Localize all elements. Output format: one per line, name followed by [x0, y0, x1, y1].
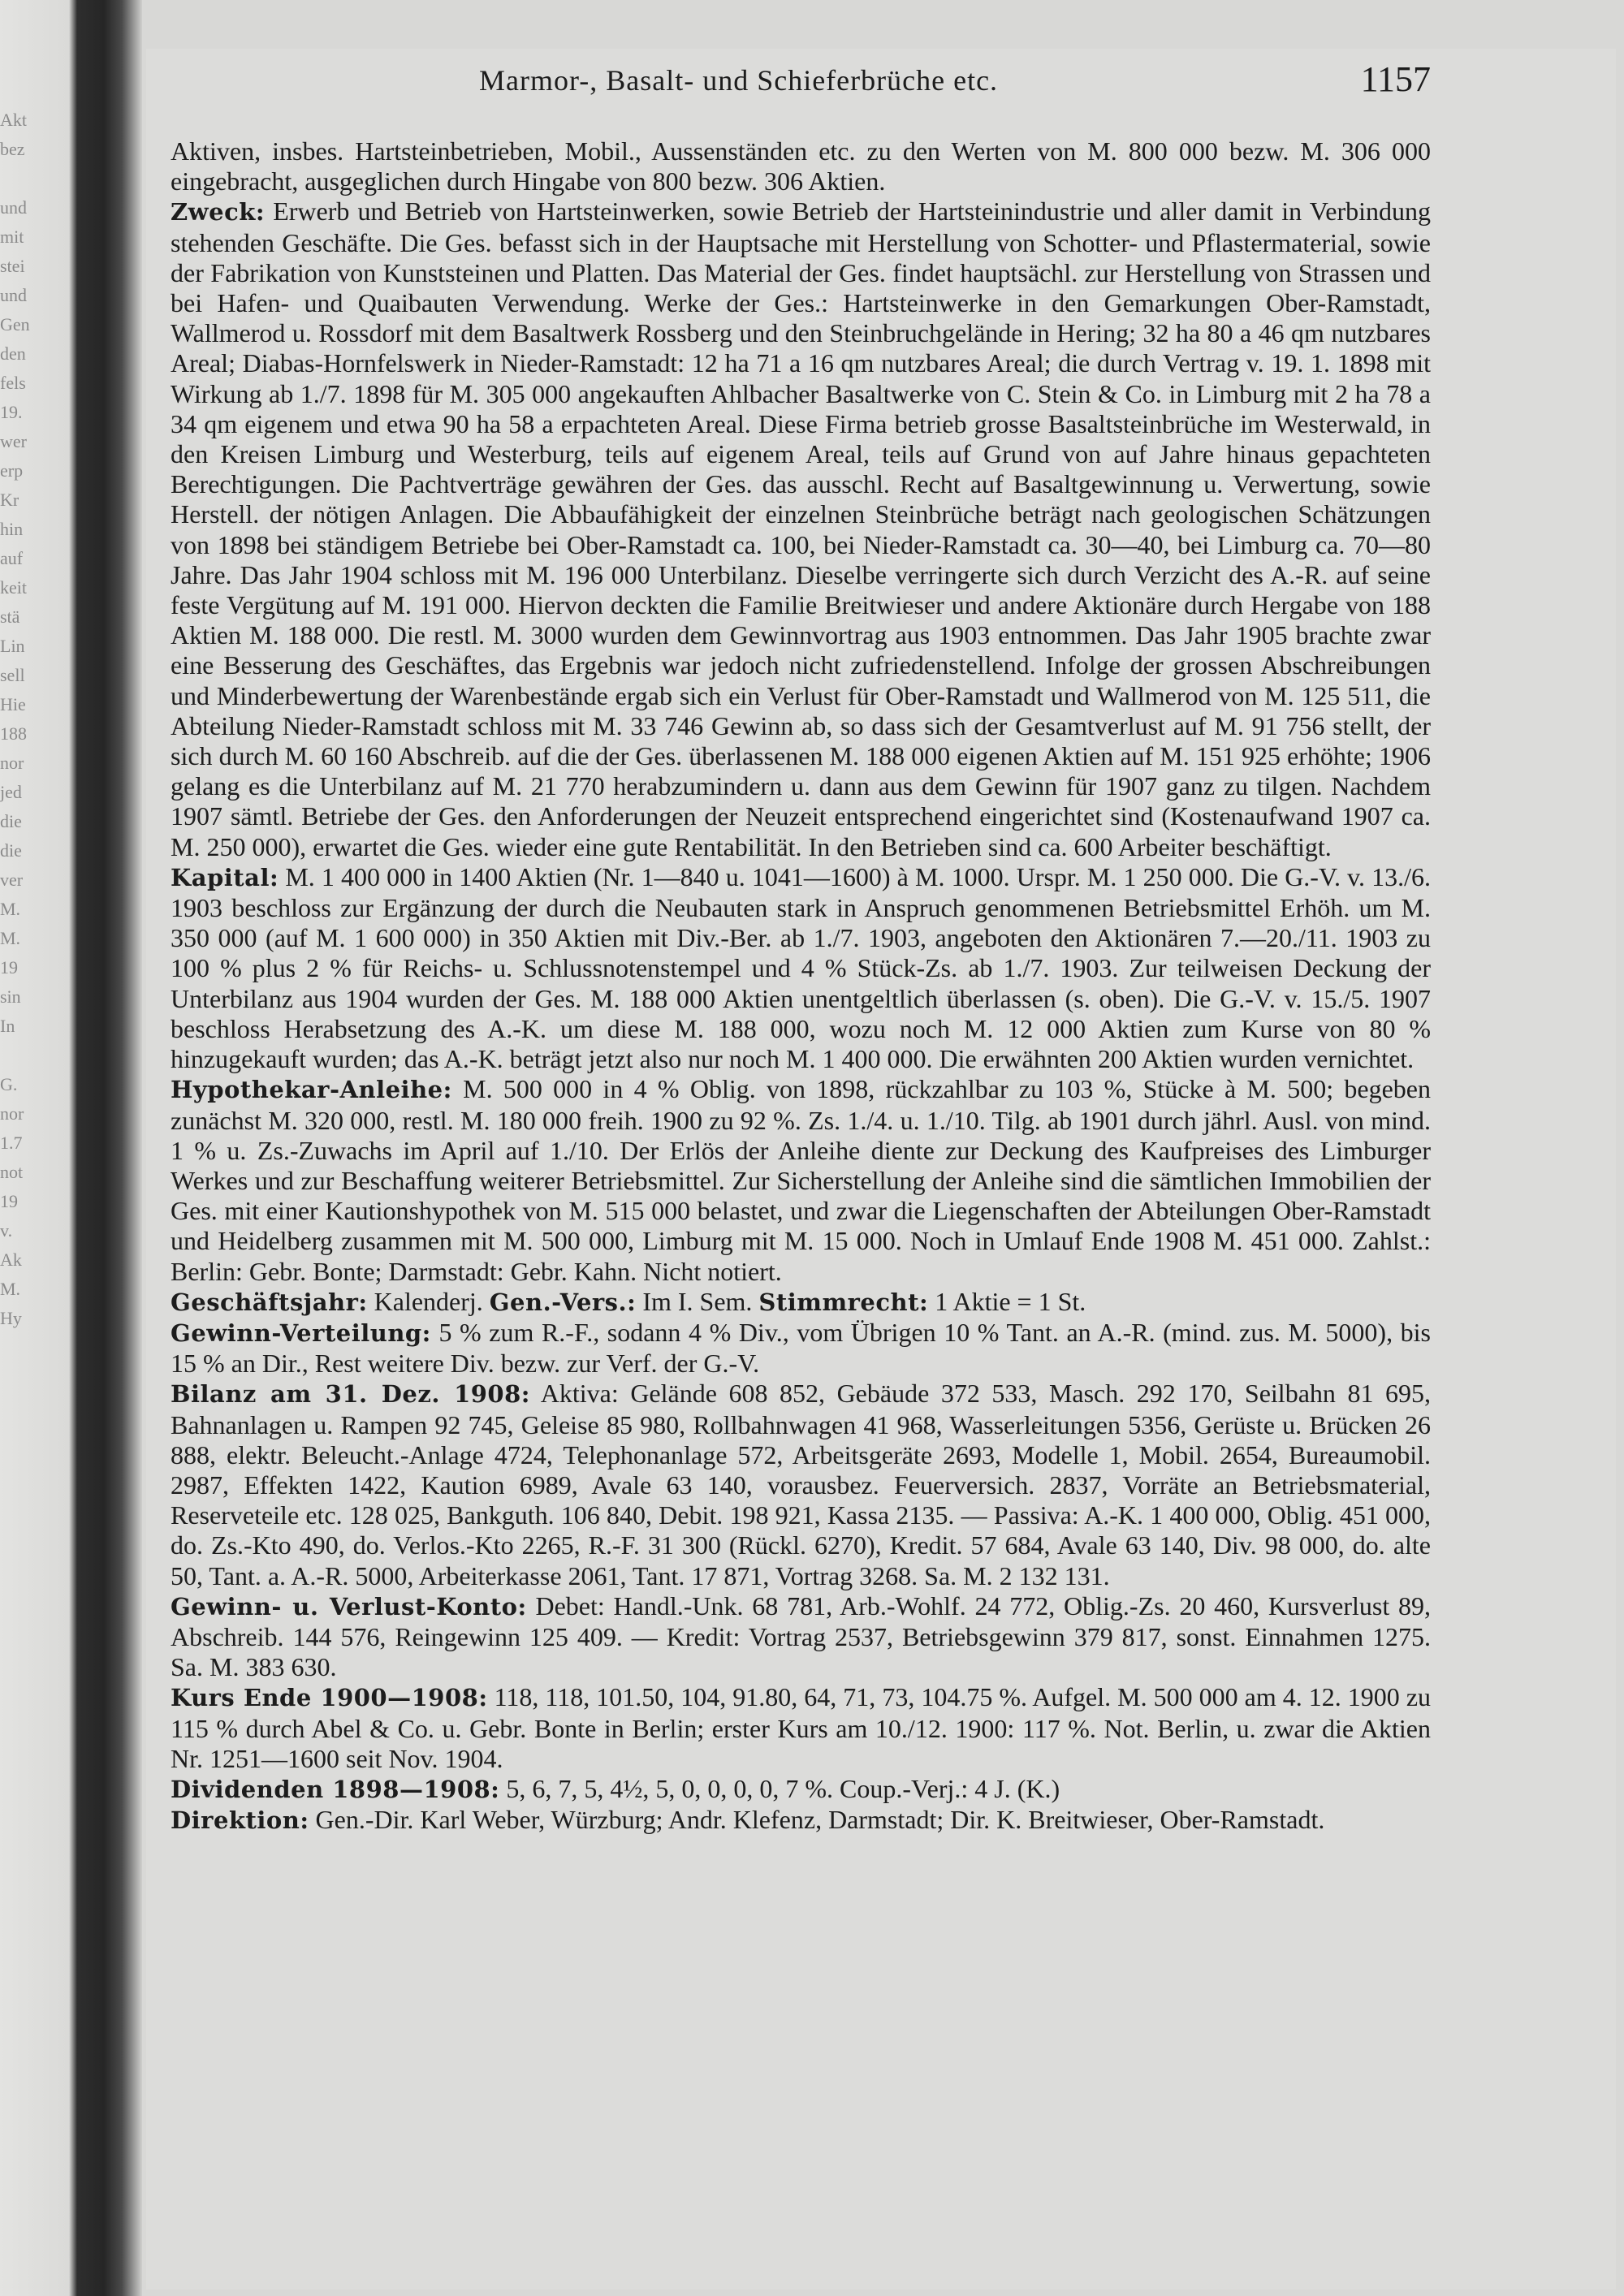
bleed-fragment: M.	[0, 1279, 21, 1299]
section-heading: Geschäftsjahr:	[171, 1288, 368, 1316]
section-direktion	[171, 1805, 1431, 1836]
bleed-fragment: nor	[0, 753, 24, 773]
section-heading: Gen.-Vers.:	[489, 1288, 637, 1316]
bleed-fragment: Hie	[0, 694, 26, 714]
bleed-fragment: und	[0, 285, 27, 305]
bleed-fragment: stä	[0, 606, 20, 627]
bleed-fragment: 19	[0, 957, 18, 978]
section-text: Aktiva: Gelände 608 852, Gebäude 372 533, Masch. 292 170, Seilbahn 81 695, Bahnanlagen u. Rampen 92 745, Geleise 85 980, Rollbahnwagen 41 968, Wasserleitungen 5356, Gerüste u. Brücken 26 888, elektr. Beleucht.-Anlage 4724, Telephonanlage 572, Arbeitsgeräte 2693, Modelle 1, Mobil. 2654, Bureaumobil. 2987, Effekten 1422, Kaution 6989, Avale 63 140, vorausbez. Feuerversich. 2837, Vorräte an Betriebsmaterial, Reserveteile etc. 128 025, Bankguth. 106 840, Debit. 198 921, Kassa 2135. — Passiva: A.-K. 1 400 000, Oblig. 451 000, do. Zs.-Kto 490, do. Verlos.-Kto 2265, R.-F. 31 300 (Rückl. 6270), Kredit. 57 684, Avale 63 140, Div. 98 000, do. alte 50, Tant. a. A.-R. 5000, Arbeiterkasse 2061, Tant. 17 871, Vortrag 3268. Sa. M. 2 132 131.	[171, 1379, 1431, 1590]
section-heading: Zweck:	[171, 198, 266, 227]
bleed-fragment: Lin	[0, 636, 25, 656]
section-text: Kalenderj.	[374, 1286, 483, 1316]
bleed-fragment: Hy	[0, 1308, 22, 1328]
bleed-fragment: G.	[0, 1074, 18, 1094]
bleed-fragment: M.	[0, 899, 21, 919]
bleed-fragment: Akt	[0, 110, 27, 130]
running-header	[146, 55, 1431, 104]
section-kurs	[171, 1682, 1431, 1774]
bleed-fragment: keit	[0, 577, 27, 598]
section-heading: Gewinn-Verteilung:	[171, 1318, 431, 1347]
section-heading: Bilanz am 31. Dez. 1908:	[171, 1380, 530, 1409]
bleed-fragment: mit	[0, 227, 24, 247]
section-text: Debet: Handl.-Unk. 68 781, Arb.-Wohlf. 24 772, Oblig.-Zs. 20 460, Kursverlust 89, Abschreib. 144 576, Reingewinn 125 409. — Kredit: Vortrag 2537, Betriebsgewinn 379 817, sonst. Einnahmen 1275. Sa. M. 383 630.	[171, 1590, 1431, 1682]
scanned-page	[146, 49, 1616, 2290]
section-text: 118, 118, 101.50, 104, 91.80, 64, 71, 73, 104.75 %. Aufgel. M. 500 000 am 4. 12. 1900 zu 115 % durch Abel & Co. u. Gebr. Bonte in Berlin; erster Kurs am 10./12. 1900: 117 %. Not. Berlin, u. zwar die Aktien Nr. 1251—1600 seit Nov. 1904.	[171, 1682, 1432, 1773]
bleed-fragment: fels	[0, 373, 26, 393]
section-gewinn-verteilung	[171, 1318, 1431, 1379]
bleed-fragment: M.	[0, 928, 21, 948]
section-heading: Direktion:	[171, 1806, 309, 1835]
section-text: Erwerb und Betrieb von Hartsteinwerken, sowie Betrieb der Hartsteinindustrie und aller damit in Verbindung stehenden Geschäfte. Die Ges. befasst sich in der Hauptsache mit Herstellung von Schotter- und Pflastermaterial, sowie der Fabrikation von Kunststeinen und Platten. Das Material der Ges. findet hauptsächl. zur Herstellung von Strassen und bei Hafen- und Quaibauten Verwendung. Werke der Ges.: Hartsteinwerke in den Gemarkungen Ober-Ramstadt, Wallmerod u. Rossdorf mit dem Basaltwerk Rossberg und den Steinbruchgelände in Hering; 32 ha 80 a 46 qm nutzbares Areal; Diabas-Hornfelswerk in Nieder-Ramstadt: 12 ha 71 a 16 qm nutzbares Areal; die durch Vertrag v. 19. 1. 1898 mit Wirkung ab 1./7. 1898 für M. 305 000 angekauften Ahlbacher Basaltwerke von C. Stein & Co. in Limburg mit 2 ha 78 a 34 qm eigenem und etwa 90 ha 58 a erpachteten Areal. Diese Firma betrieb grosse Basaltsteinbrüche im Westerwald, in den Kreisen Limburg und Westerburg, teils auf eigenem Areal, teils auf Grund von auf Jahre hinaus gepachteten Berechtigungen. Die Pachtverträge gewähren der Ges. das ausschl. Recht auf Basaltgewinnung u. Verwertung, sowie Herstell. der nötigen Anlagen. Die Abbaufähigkeit der einzelnen Steinbrüche beträgt nach geologischen Schätzungen von 1898 bei ständigem Betriebe bei Ober-Ramstadt ca. 100, bei Nieder-Ramstadt ca. 30—40, bei Limburg ca. 70—80 Jahre. Das Jahr 1904 schloss mit M. 196 000 Unterbilanz. Dieselbe verringerte sich durch Verzicht des A.-R. auf seine feste Vergütung auf M. 191 000. Hiervon deckten die Familie Breitwieser und andere Aktionäre durch Hergabe von 188 Aktien M. 188 000. Die restl. M. 3000 wurden dem Gewinnvortrag aus 1903 entnommen. Das Jahr 1905 brachte zwar eine Besserung des Geschäftes, das Ergebnis war jedoch nicht zufriedenstellend. Infolge der grossen Abschreibungen und Minderbewertung der Warenbestände ergab sich ein Verlust für Ober-Ramstadt und Wallmerod von M. 125 511, die Abteilung Nieder-Ramstadt schloss mit M. 33 746 Gewinn ab, so dass sich der Gesamtverlust auf M. 91 756 stellt, der sich durch M. 60 160 Abschreib. auf die der Ges. überlassenen M. 188 000 eigenen Aktien auf M. 151 925 erhöhte; 1906 gelang es die Unterbilanz auf M. 21 770 herabzumindern u. dann aus dem Gewinn für 1907 ganz zu tilgen. Nachdem 1907 sämtl. Betriebe der Ges. den Anforderungen der Neuzeit entsprechend eingerichtet sind (Kostenaufwand 1907 ca. M. 250 000), erwartet die Ges. wieder eine gute Rentabilität. In den Betrieben sind ca. 600 Arbeiter beschäftigt.	[171, 196, 1432, 861]
paragraph-text: Aktiven, insbes. Hartsteinbetrieben, Mobil., Aussenständen etc. zu den Werten von M. 800 000 bezw. M. 306 000 eingebracht, ausgeglichen durch Hingabe von 800 bezw. 306 Aktien.	[171, 136, 1431, 196]
article-body	[171, 136, 1431, 1836]
bleed-fragment: erp	[0, 460, 24, 481]
section-bilanz	[171, 1379, 1431, 1590]
section-text: M. 1 400 000 in 1400 Aktien (Nr. 1—840 u. 1041—1600) à M. 1000. Urspr. M. 1 250 000. Die G.-V. v. 13./6. 1903 beschloss zur Ergänzung der durch die Neubauten stark in Anspruch genommenen Betriebsmittel Erhöh. um M. 350 000 (auf M. 1 600 000) in 350 Aktien mit Div.-Ber. ab 1./7. 1903, angeboten den Aktionären 7.—20./11. 1903 zu 100 % plus 2 % für Reichs- u. Schlussnotenstempel und 4 % Stück-Zs. ab 1./7. 1903. Zur teilweisen Deckung der Unterbilanz aus 1904 wurden der Ges. M. 188 000 Aktien unentgeltlich überlassen (s. oben). Die G.-V. v. 15./5. 1907 beschloss Herabsetzung des A.-K. um diese M. 188 000, wozu noch M. 12 000 Aktien zum Kurse von 80 % hinzugekauft wurden; das A.-K. beträgt jetzt also nur noch M. 1 400 000. Die erwähnten 200 Aktien wurden vernichtet.	[171, 861, 1432, 1074]
bleed-fragment: stei	[0, 256, 25, 276]
section-heading: Kapital:	[171, 863, 279, 891]
section-heading: Gewinn- u. Verlust-Konto:	[171, 1592, 527, 1621]
bleed-fragment: die	[0, 840, 22, 861]
section-heading: Kurs Ende 1900—1908:	[171, 1684, 488, 1712]
bleed-fragment: v.	[0, 1220, 13, 1241]
intro-paragraph	[171, 136, 1431, 196]
bleed-fragment: hin	[0, 519, 24, 539]
section-heading: Stimmrecht:	[758, 1288, 929, 1316]
bleed-fragment: wer	[0, 431, 27, 451]
bleed-fragment: 188	[0, 723, 27, 744]
bleed-fragment: auf	[0, 548, 24, 568]
section-zweck	[171, 196, 1431, 861]
bleed-fragment: 19	[0, 1191, 18, 1211]
bleed-fragment: nor	[0, 1103, 24, 1124]
section-dividenden	[171, 1774, 1431, 1805]
bleed-fragment: In	[0, 1016, 15, 1036]
section-heading: Hypothekar-Anleihe:	[171, 1076, 452, 1104]
header-title: Marmor-, Basalt- und Schieferbrüche etc.	[479, 64, 999, 97]
bleed-fragment	[0, 164, 71, 193]
bleed-fragment: die	[0, 811, 22, 831]
section-kapital	[171, 862, 1431, 1074]
bleed-fragment: den	[0, 343, 26, 364]
bleed-fragment: ver	[0, 870, 24, 890]
bleed-fragment: not	[0, 1162, 24, 1182]
bleed-fragment: bez	[0, 139, 25, 159]
section-text: M. 500 000 in 4 % Oblig. von 1898, rückzahlbar zu 103 %, Stücke à M. 500; begeben zunächst M. 320 000, restl. M. 180 000 freih. 1900 zu 92 %. Zs. 1./4. u. 1./10. Tilg. ab 1901 durch jährl. Ausl. von mind. 1 % u. Zs.-Zuwachs im April auf 1./10. Der Erlös der Anleihe diente zur Deckung des Kaufpreises des Limburger Werkes und zur Beschaffung weiterer Betriebsmittel. Zur Sicherstellung der Anleihe sind die sämtlichen Immobilien der Ges. mit einer Kautionshypothek von M. 515 000 belastet, und zwar die Liegenschaften der Abteilungen Ober-Ramstadt und Heidelberg zusammen mit M. 500 000, Limburg mit M. 15 000. Noch in Umlauf Ende 1908 M. 451 000. Zahlst.: Berlin: Gebr. Bonte; Darmstadt: Gebr. Kahn. Nicht notiert.	[171, 1074, 1432, 1286]
bleed-fragment	[0, 1041, 71, 1070]
bleed-fragment: sell	[0, 665, 25, 685]
bleed-fragment: Ak	[0, 1249, 22, 1270]
section-text: Gen.-Dir. Karl Weber, Würzburg; Andr. Klefenz, Darmstadt; Dir. K. Breitwieser, Ober-Ramstadt.	[315, 1805, 1325, 1835]
bleed-fragment: 1.7	[0, 1133, 23, 1153]
bleed-fragment: Gen	[0, 314, 30, 334]
bleed-fragment: und	[0, 197, 27, 218]
section-text: 1 Aktie = 1 St.	[935, 1286, 1086, 1316]
section-text: 5 % zum R.-F., sodann 4 % Div., vom Übrigen 10 % Tant. an A.-R. (mind. zus. M. 5000), bis 15 % an Dir., Rest weitere Div. bezw. zur Verf. der G.-V.	[171, 1317, 1432, 1379]
section-gewinn-verlust-konto	[171, 1591, 1431, 1683]
bleed-fragment: jed	[0, 782, 22, 802]
facing-page-bleed	[0, 106, 71, 2216]
page-number: 1157	[1360, 59, 1431, 99]
section-text: Im I. Sem.	[642, 1286, 753, 1316]
section-hypothekar-anleihe	[171, 1074, 1431, 1286]
section-heading: Dividenden 1898—1908:	[171, 1775, 500, 1803]
bleed-fragment: sin	[0, 986, 21, 1007]
bleed-fragment: 19.	[0, 402, 23, 422]
section-text: 5, 6, 7, 5, 4½, 5, 0, 0, 0, 0, 7 %. Coup.-Verj.: 4 J. (K.)	[506, 1773, 1060, 1803]
bleed-fragment: Kr	[0, 490, 19, 510]
section-geschaeftsjahr	[171, 1287, 1431, 1318]
